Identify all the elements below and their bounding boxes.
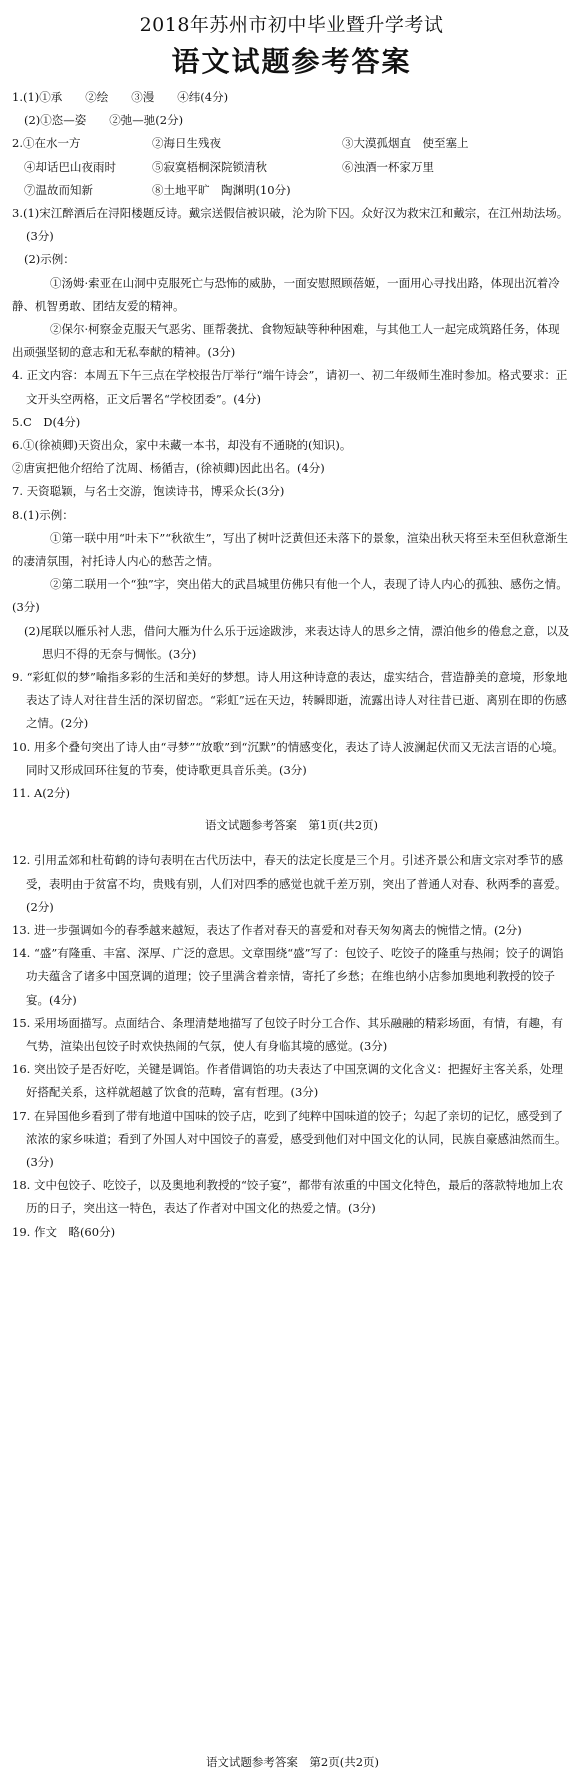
answer-q2-item7: ⑦温故而知新 xyxy=(24,182,93,197)
answer-q11: 11. A(2分) xyxy=(12,786,71,801)
page-footer-1: 语文试题参考答案 第1页(共2页) xyxy=(204,818,379,833)
answer-q2-item6: ⑥浊酒一杯家万里 xyxy=(342,159,434,174)
answer-q2-row3 xyxy=(12,179,571,202)
answer-q10: 10. 用多个叠句突出了诗人由“寻梦”“放歌”到“沉默”的情感变化，表达了诗人波澜起伏而又无法言语的心境。同时又形成回环往复的节奏，使诗歌更具音乐美。(3分) xyxy=(12,739,564,777)
answer-q15: 15. 采用场面描写。点面结合、条理清楚地描写了包饺子时分工合作、其乐融融的精彩场面，有情，有趣，有气势，渲染出包饺子时欢快热闹的气氛，使人有身临其境的感觉。(3分) xyxy=(12,1015,563,1053)
answer-q2-row2 xyxy=(12,156,571,179)
answer-q4: 4. 正文内容：本周五下午三点在学校报告厅举行“端午诗会”，请初一、初二年级师生准时参加。格式要求：正文开头空两格，正文后署名“学校团委”。(4分) xyxy=(12,368,568,406)
answer-q19: 19. 作文 略(60分) xyxy=(12,1224,116,1239)
answer-q8-example2: ②第二联用一个“独”字，突出偌大的武昌城里仿佛只有他一个人，表现了诗人内心的孤独、感伤之情。(3分) xyxy=(12,577,568,615)
answer-q3-example2: ②保尔·柯察金克服天气恶劣、匪帮袭扰、食物短缺等种种困难，与其他工人一起完成筑路任务，体现出顽强坚韧的意志和无私奉献的精神。(3分) xyxy=(12,322,560,360)
answer-q6-part2: ②唐寅把他介绍给了沈周、杨循吉，(徐祯卿)因此出名。(4分) xyxy=(12,461,325,476)
document-title: 语文试题参考答案 xyxy=(171,45,412,78)
page-footer-2: 语文试题参考答案 第2页(共2页) xyxy=(205,1755,380,1769)
answer-q1-part1: 1.(1)①承 ②绘 ③漫 ④纬(4分) xyxy=(12,90,229,104)
exam-title: 2018年苏州市初中毕业暨升学考试 xyxy=(139,14,444,36)
answer-q2-item2: ②海日生残夜 xyxy=(152,136,221,151)
answer-q2-item4: ④却话巴山夜雨时 xyxy=(24,159,116,174)
answer-q2-item5: ⑤寂寞梧桐深院锁清秋 xyxy=(152,159,267,174)
answer-q8-example1: ①第一联中用“叶未下”“秋欲生”，写出了树叶泛黄但还未落下的景象，渲染出秋天将至未至但秋意渐生的凄清氛围，衬托诗人内心的愁苦之情。 xyxy=(12,530,569,569)
answer-q3-example1: ①汤姆·索亚在山洞中克服死亡与恐怖的威胁，一面安慰照顾蓓姬，一面用心寻找出路，体现出沉着冷静、机智勇敢、团结友爱的精神。 xyxy=(12,275,560,313)
answer-q2-item3: ③大漠孤烟直 使至塞上 xyxy=(342,136,469,151)
answer-q16: 16. 突出饺子是否好吃，关键是调馅。作者借调馅的功夫表达了中国烹调的文化含义：把握好主客关系，处理好搭配关系，这样就超越了饮食的范畴，富有哲理。(3分) xyxy=(12,1062,563,1100)
answer-q2-item8: ⑧土地平旷 陶渊明(10分) xyxy=(152,182,291,197)
answer-q5: 5.C D(4分) xyxy=(12,414,81,429)
answer-q1-part2: (2)①恣—姿 ②弛—驰(2分) xyxy=(24,113,184,128)
answer-q6-part1: 6.①(徐祯卿)天资出众，家中未藏一本书，却没有不通晓的(知识)。 xyxy=(12,438,352,453)
answer-q3-part2-label: (2)示例： xyxy=(24,252,75,267)
answer-q2-item1: 2.①在水一方 xyxy=(12,136,81,151)
answer-q8-label: 8.(1)示例： xyxy=(12,507,74,522)
answer-q14: 14. “盛”有隆重、丰富、深厚、广泛的意思。文章围绕“盛”写了：包饺子、吃饺子的隆重与热闹；饺子的调馅功夫蕴含了诸多中国烹调的道理；饺子里满含着亲情，寄托了乡愁；在维也纳小店参加奥地利教授的饺子宴。(4分) xyxy=(12,946,564,1007)
answer-q12: 12. 引用孟郊和杜荀鹤的诗句表明在古代历法中，春天的法定长度是三个月。引述齐景公和唐文宗对季节的感受，表明由于贫富不均，贵贱有别，人们对四季的感觉也就千差万别，突出了普通人对春、秋两季的喜爱。(2分) xyxy=(12,853,567,914)
answer-q3-part1: 3.(1)宋江醉酒后在浔阳楼题反诗。戴宗送假信被识破，沦为阶下囚。众好汉为救宋江和戴宗，在江州劫法场。(3分) xyxy=(12,206,569,244)
answer-q13: 13. 进一步强调如今的春季越来越短，表达了作者对春天的喜爱和对春天匆匆离去的惋惜之情。(2分) xyxy=(12,922,522,937)
answer-q17: 17. 在异国他乡看到了带有地道中国味的饺子店，吃到了纯粹中国味道的饺子；勾起了亲切的记忆，感受到了浓浓的家乡味道；看到了外国人对中国饺子的喜爱，感受到他们对中国文化的认同，民族自豪感油然而生。(3分) xyxy=(12,1108,567,1169)
answer-q8-part2: (2)尾联以雁乐衬人悲，借问大雁为什么乐于远途跋涉，来表达诗人的思乡之情，漂泊他乡的倦怠之意，以及思归不得的无奈与惆怅。(3分) xyxy=(24,623,570,661)
answer-q7: 7. 天资聪颖，与名士交游，饱读诗书，博采众长(3分) xyxy=(12,484,285,499)
answer-q2-row1 xyxy=(12,132,571,155)
answer-q18: 18. 文中包饺子、吃饺子，以及奥地利教授的“饺子宴”，都带有浓重的中国文化特色，最后的落款特地加上农历的日子，突出这一特色，表达了作者对中国文化的热爱之情。(3分) xyxy=(12,1178,564,1216)
answer-q9: 9. “彩虹似的梦”喻指多彩的生活和美好的梦想。诗人用这种诗意的表达，虚实结合，营造静美的意境，形象地表达了诗人对往昔生活的深切留恋。“彩虹”远在天边，转瞬即逝，流露出诗人对往昔已逝、离别在即的伤感之情。(2分) xyxy=(12,670,568,731)
